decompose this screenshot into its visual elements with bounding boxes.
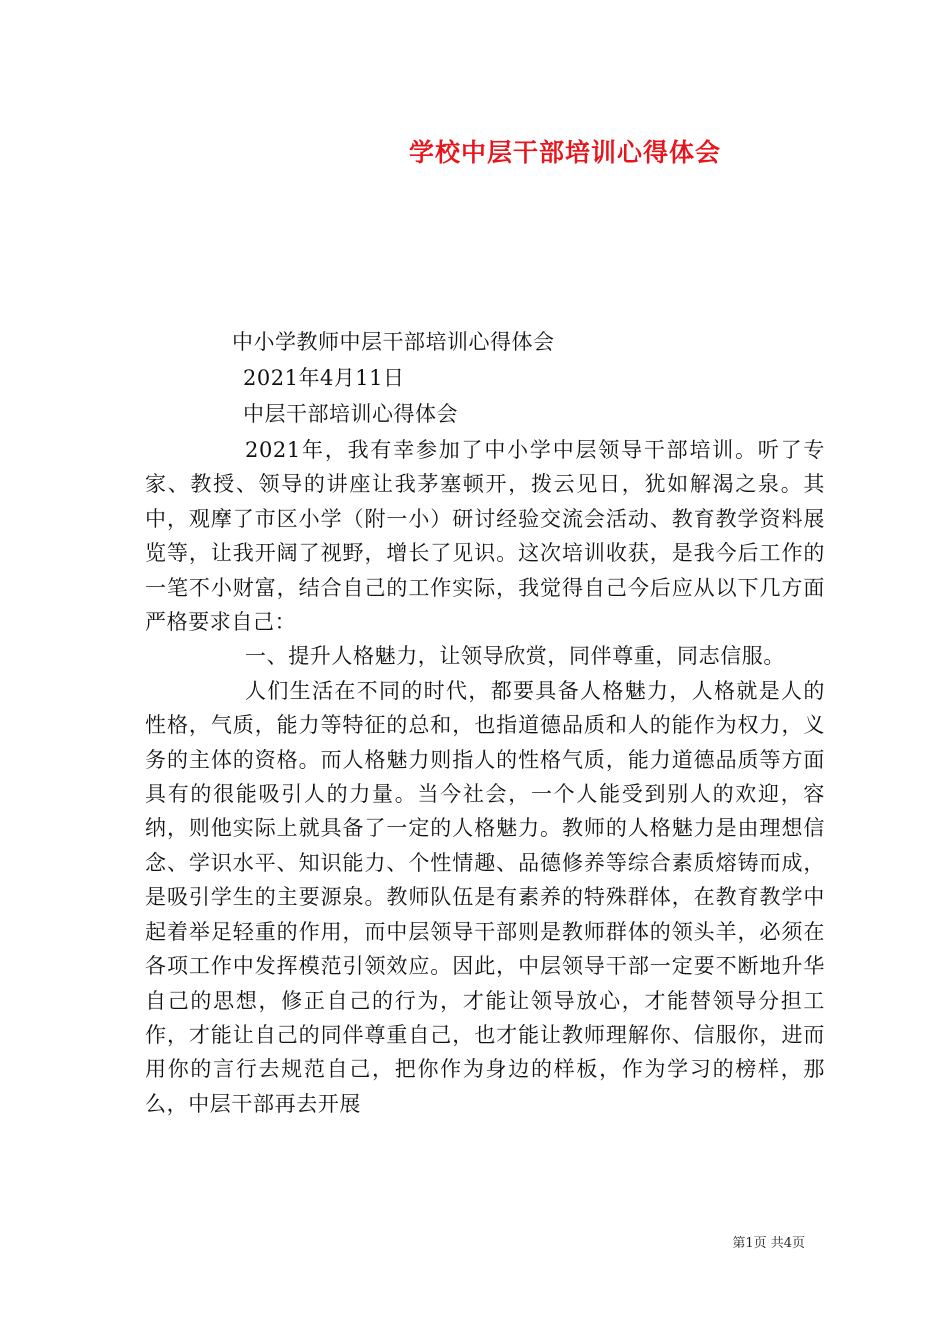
page-number: 第1页 共4页 [732,1236,805,1251]
section-heading: 中层干部培训心得体会 [243,402,458,426]
paragraph-intro: 2021年，我有幸参加了中小学中层领导干部培训。听了专家、教授、领导的讲座让我茅塞顿开，拨云见日，犹如解渴之泉。其中，观摩了市区小学（附一小）研讨经验交流会活动、教育教学资料展览等，让我开阔了视野，增长了见识。这次培训收获，是我今后工作的一笔不小财富，结合自己的工作实际，我觉得自己今后应从以下几方面严格要求自己： [145,438,825,635]
paragraph-point-one: 一、提升人格魅力，让领导欣赏，同伴尊重，同志信服。 [245,644,785,669]
document-title: 学校中层干部培训心得体会 [408,138,721,167]
body-text [145,433,825,1121]
paragraph-personality: 人们生活在不同的时代，都要具备人格魅力，人格就是人的性格，气质，能力等特征的总和，也指道德品质和人的能作为权力，义务的主体的资格。而人格魅力则指人的性格气质，能力道德品质等方面具有的很能吸引人的力量。当今社会，一个人能受到别人的欢迎，容纳，则他实际上就具备了一定的人格魅力。教师的人格魅力是由理想信念、学识水平、知识能力、个性情趣、品德修养等综合素质熔铸而成，是吸引学生的主要源泉。教师队伍是有素养的特殊群体，在教育教学中起着举足轻重的作用，而中层领导干部则是教师群体的领头羊，必须在各项工作中发挥模范引领效应。因此，中层领导干部一定要不断地升华自己的思想，修正自己的行为，才能让领导放心，才能替领导分担工作，才能让自己的同伴尊重自己，也才能让教师理解你、信服你，进而用你的言行去规范自己，把你作为身边的样板，作为学习的榜样，那么，中层干部再去开展 [145,678,825,1116]
date-line: 2021年4月11日 [243,366,405,390]
subtitle: 中小学教师中层干部培训心得体会 [232,330,555,354]
